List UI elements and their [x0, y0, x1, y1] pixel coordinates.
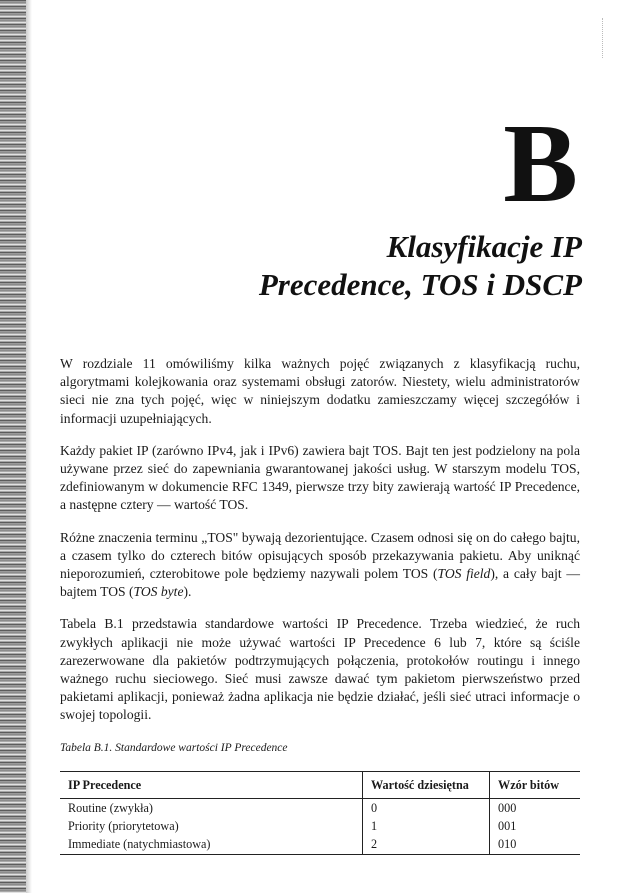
page-gutter-shadow [26, 0, 32, 893]
paragraph-text: ). [183, 584, 192, 600]
paragraph-ip-precedence: Tabela B.1 przedstawia standardowe wartości IP Precedence. Trzeba wiedzieć, że ruch zwykłych aplikacji nie może używać wartości IP Precedence 6 lub 7, które są ściśle zarezerwowane dla pakietów podtrzymujących połączenia, protokołów routingu i innego ważnego ruchu sieciowego. Sieć musi zawsze dawać tym pakietom pierwszeństwo przed pakietami aplikacji, ponieważ żadna aplikacja nie będzie działać, jeśli sieć utraci informacje o swojej topologii. [60, 616, 580, 723]
table-cell: 001 [490, 817, 581, 835]
book-binding-edge [0, 0, 26, 893]
table-cell: 0 [363, 798, 490, 817]
table-header-cell: Wzór bitów [490, 771, 581, 798]
page-body [60, 355, 580, 855]
table-cell: 010 [490, 835, 581, 855]
paragraph-tos-byte: Każdy pakiet IP (zarówno IPv4, jak i IPv6) zawiera bajt TOS. Bajt ten jest podzielony na pola używane przez sieć do zapewniania gwarantowanej jakości usług. W starszym modelu TOS, zdefiniowanym w dokumencie RFC 1349, pierwsze trzy bity zawierają wartość IP Precedence, a następne cztery — wartość TOS. [60, 442, 580, 513]
emphasis-tos-byte: TOS byte [133, 584, 184, 600]
table-row [60, 798, 580, 817]
appendix-letter: B [503, 102, 578, 226]
table-row [60, 817, 580, 835]
table-header-row [60, 771, 580, 798]
table-cell: Immediate (natychmiastowa) [60, 835, 363, 855]
paragraph-intro: W rozdziale 11 omówiliśmy kilka ważnych pojęć związanych z klasyfikacją ruchu, algorytmami kolejkowania oraz systemami obsługi zatorów. Niestety, wielu administratorów sieci nie zna tych pojęć, więc w niniejszym dodatku zamieszczamy więcej szczegółów i informacji uzupełniających. [60, 356, 580, 426]
ip-precedence-table [60, 771, 580, 855]
table-header-cell: Wartość dziesiętna [363, 771, 490, 798]
emphasis-tos-field: TOS field [437, 566, 491, 582]
table-cell: 000 [490, 798, 581, 817]
table-cell: 2 [363, 835, 490, 855]
table-caption: Tabela B.1. Standardowe wartości IP Precedence [60, 741, 288, 754]
paragraph-text: ), a cały bajt — bajtem TOS ( [60, 566, 580, 600]
appendix-title-line-1: Klasyfikacje IP [386, 229, 582, 264]
paragraph-tos-terminology [60, 529, 580, 602]
table-cell: Routine (zwykła) [68, 800, 153, 815]
appendix-title [259, 228, 582, 304]
scan-artifact [602, 18, 611, 58]
paragraph-text: Różne znaczenia terminu „TOS" bywają dezorientujące. Czasem odnosi się on do całego bajtu, a czasem tylko do czterech bitów opisujących sposób przekazywania pakietu. Aby uniknąć nieporozumień, czterobitowe pole będziemy nazywali polem TOS ( [60, 529, 580, 582]
table-cell: 1 [363, 817, 490, 835]
table-row [60, 835, 580, 855]
table-cell: Priority (priorytetowa) [68, 818, 179, 833]
appendix-title-line-2: Precedence, TOS i DSCP [258, 267, 582, 302]
table-header-cell: IP Precedence [60, 771, 363, 798]
